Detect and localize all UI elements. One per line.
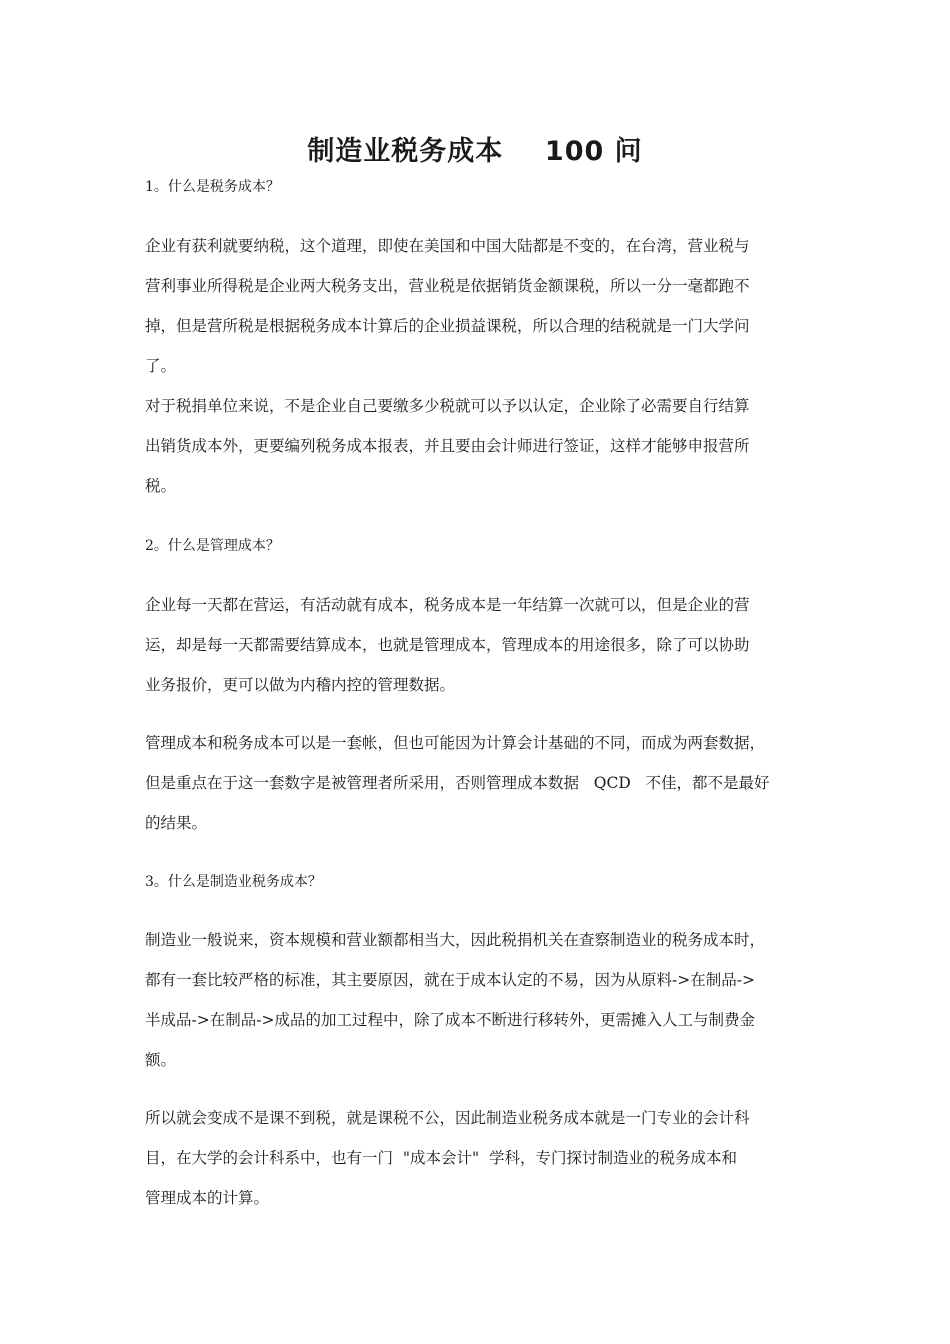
document-title: 制造业税务成本 100 问 <box>307 136 643 167</box>
paragraph-line: 业务报价，更可以做为内稽内控的管理数据。 <box>145 676 456 694</box>
paragraph-line: 对于税捐单位来说，不是企业自己要缴多少税就可以予以认定，企业除了必需要自行结算 <box>145 397 750 415</box>
paragraph-line: 企业每一天都在营运，有活动就有成本，税务成本是一年结算一次就可以，但是企业的营 <box>145 596 750 614</box>
paragraph-line: 的结果。 <box>145 814 208 832</box>
section-3-paragraph-2 <box>145 1098 810 1218</box>
paragraph-line: 所以就会变成不是课不到税，就是课税不公，因此制造业税务成本就是一门专业的会计科 <box>145 1109 750 1127</box>
section-1-paragraph-2 <box>145 386 810 506</box>
paragraph-line: 但是重点在于这一套数字是被管理者所采用，否则管理成本数据 QCD 不佳，都不是最好 <box>145 774 770 792</box>
paragraph-line: 目，在大学的会计科系中，也有一门 "成本会计" 学科，专门探讨制造业的税务成本和 <box>145 1149 737 1167</box>
paragraph-line: 出销货成本外，更要编列税务成本报表，并且要由会计师进行签证，这样才能够申报营所 <box>145 437 750 455</box>
section-3-paragraph-1 <box>145 920 810 1080</box>
paragraph-line: 管理成本和税务成本可以是一套帐，但也可能因为计算会计基础的不同，而成为两套数据， <box>145 734 766 752</box>
section-2-paragraph-1 <box>145 585 810 705</box>
question-3-heading: 3。什么是制造业税务成本？ <box>145 874 322 890</box>
paragraph-line: 税。 <box>145 477 177 495</box>
paragraph-line: 都有一套比较严格的标准，其主要原因，就在于成本认定的不易，因为从原料->在制品-> <box>145 971 755 989</box>
paragraph-line: 掉，但是营所税是根据税务成本计算后的企业损益课税，所以合理的结税就是一门大学问 <box>145 317 750 335</box>
paragraph-line: 营利事业所得税是企业两大税务支出，营业税是依据销货金额课税，所以一分一毫都跑不 <box>145 277 750 295</box>
section-1-paragraph-1 <box>145 226 810 386</box>
paragraph-line: 了。 <box>145 357 177 375</box>
paragraph-line: 企业有获利就要纳税，这个道理，即使在美国和中国大陆都是不变的，在台湾，营业税与 <box>145 237 750 255</box>
section-2-paragraph-2 <box>145 723 810 843</box>
question-1-heading: 1。什么是税务成本？ <box>145 179 280 195</box>
paragraph-line: 管理成本的计算。 <box>145 1189 270 1207</box>
paragraph-line: 制造业一般说来，资本规模和营业额都相当大，因此税捐机关在查察制造业的税务成本时， <box>145 931 766 949</box>
paragraph-line: 半成品->在制品->成品的加工过程中，除了成本不断进行移转外，更需摊入人工与制费金 <box>145 1011 755 1029</box>
paragraph-line: 运，却是每一天都需要结算成本，也就是管理成本，管理成本的用途很多，除了可以协助 <box>145 636 750 654</box>
question-2-heading: 2。什么是管理成本？ <box>145 538 280 554</box>
paragraph-line: 额。 <box>145 1051 177 1069</box>
